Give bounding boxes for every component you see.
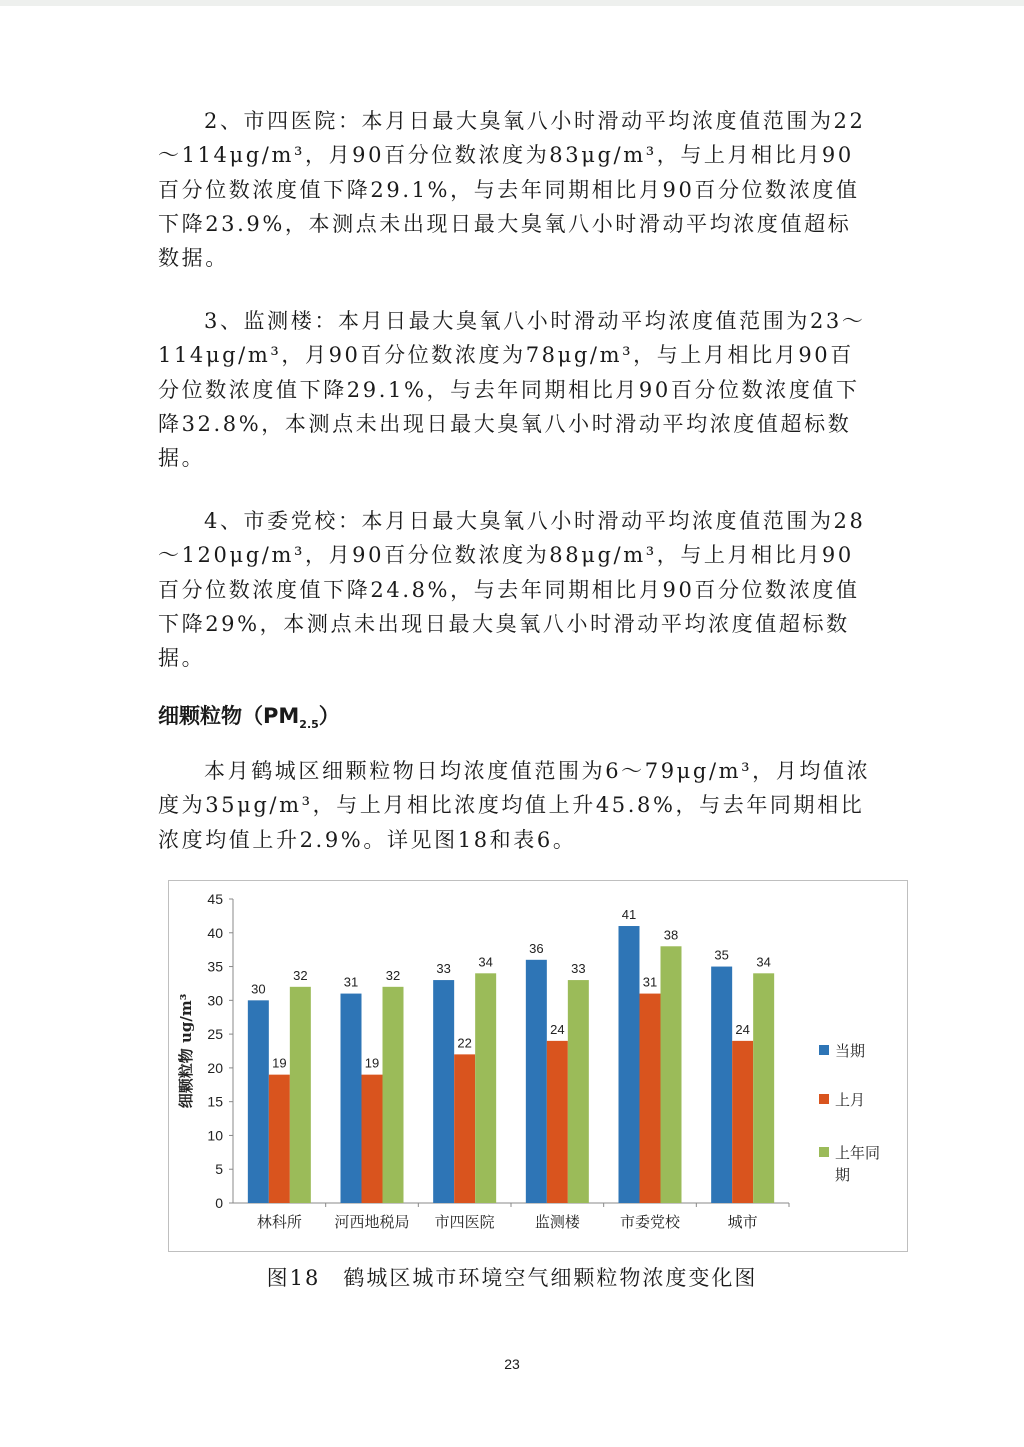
y-tick-label: 15 — [207, 1093, 223, 1110]
y-tick-label: 5 — [215, 1161, 223, 1178]
data-label: 22 — [457, 1035, 472, 1051]
heading-subscript: 2.5 — [299, 718, 319, 732]
bar-1-1 — [362, 1075, 383, 1203]
data-label: 31 — [642, 974, 658, 990]
data-label: 34 — [478, 954, 493, 970]
category-label: 城市 — [727, 1213, 758, 1231]
bar-1-3 — [547, 1041, 568, 1203]
legend-label: 上年同 — [835, 1144, 881, 1162]
data-label: 33 — [571, 961, 586, 977]
y-tick-label: 20 — [207, 1059, 223, 1076]
bar-1-0 — [269, 1075, 290, 1203]
scan-edge — [0, 0, 1024, 6]
heading-close: ） — [318, 704, 340, 728]
data-label: 34 — [756, 954, 771, 970]
heading-main: 细颗粒物（PM — [158, 704, 300, 728]
data-label: 31 — [343, 974, 359, 990]
data-label: 24 — [735, 1021, 750, 1037]
bar-2-2 — [475, 973, 496, 1203]
bar-0-2 — [433, 980, 454, 1203]
paragraph-hospital: 2、市四医院：本月日最大臭氧八小时滑动平均浓度值范围为22～114μg/m³，月90百分位数浓度为83μg/m³，与上月相比月90百分位数浓度值下降29.1%，与去年同期相比月90百分位数浓度值下降23.9%，本测点未出现日最大臭氧八小时滑动平均浓度值超标数据。 — [158, 109, 866, 271]
y-tick-label: 45 — [207, 891, 223, 907]
category-label: 林科所 — [256, 1213, 302, 1231]
bar-0-5 — [711, 967, 732, 1203]
bar-0-3 — [526, 960, 547, 1203]
bar-2-1 — [383, 987, 404, 1203]
bar-1-5 — [732, 1041, 753, 1203]
data-label: 19 — [364, 1055, 380, 1071]
bar-0-1 — [341, 994, 362, 1203]
y-tick-label: 10 — [207, 1127, 223, 1144]
bar-2-5 — [753, 973, 774, 1203]
legend-swatch — [819, 1045, 829, 1055]
data-label: 32 — [385, 967, 401, 983]
legend-swatch — [819, 1094, 829, 1104]
bar-2-0 — [290, 987, 311, 1203]
category-label: 市委党校 — [619, 1213, 681, 1231]
section-heading-pm25 — [158, 700, 340, 731]
paragraph-monitoring-building: 3、监测楼：本月日最大臭氧八小时滑动平均浓度值范围为23～114μg/m³，月90百分位数浓度为78μg/m³，与上月相比月90百分位数浓度值下降29.1%，与去年同期相比月90百分位数浓度值下降32.8%，本测点未出现日最大臭氧八小时滑动平均浓度值超标数据。 — [158, 309, 866, 471]
bar-0-0 — [248, 1000, 269, 1203]
y-tick-label: 40 — [207, 924, 223, 941]
data-label: 19 — [272, 1055, 287, 1071]
y-tick-label: 30 — [207, 992, 223, 1009]
y-tick-label: 25 — [207, 1026, 223, 1043]
paragraph-pm25-summary: 本月鹤城区细颗粒物日均浓度值范围为6～79μg/m³，月均值浓度为35μg/m³，与上月相比浓度均值上升45.8%，与去年同期相比浓度均值上升2.9%。详见图18和表6。 — [158, 759, 871, 852]
bar-1-4 — [640, 994, 661, 1203]
category-label: 监测楼 — [534, 1213, 580, 1231]
page-number: 23 — [504, 1356, 520, 1372]
y-tick-label: 0 — [215, 1195, 223, 1211]
category-label: 市四医院 — [434, 1213, 495, 1231]
legend-swatch — [819, 1147, 829, 1157]
y-tick-label: 35 — [207, 958, 223, 975]
legend-label-wrap: 期 — [835, 1166, 851, 1184]
legend-label: 当期 — [835, 1042, 866, 1060]
category-label: 河西地税局 — [334, 1213, 410, 1231]
data-label: 36 — [529, 940, 544, 956]
figure-caption: 图18 鹤城区城市环境空气细颗粒物浓度变化图 — [266, 1266, 758, 1290]
data-label: 41 — [621, 907, 637, 923]
bar-chart — [168, 880, 908, 1252]
y-axis-label: 细颗粒物 ug/m³ — [177, 993, 195, 1109]
bar-2-3 — [568, 980, 589, 1203]
data-label: 32 — [293, 967, 308, 983]
bar-0-4 — [619, 926, 640, 1203]
data-label: 30 — [251, 981, 266, 997]
data-label: 33 — [436, 961, 451, 977]
data-label: 24 — [550, 1021, 565, 1037]
data-label: 38 — [663, 927, 679, 943]
data-label: 35 — [714, 947, 729, 963]
legend-label: 上月 — [835, 1091, 866, 1109]
bar-2-4 — [661, 946, 682, 1203]
bar-1-2 — [454, 1054, 475, 1203]
paragraph-party-school: 4、市委党校：本月日最大臭氧八小时滑动平均浓度值范围为28～120μg/m³，月90百分位数浓度为88μg/m³，与上月相比月90百分位数浓度值下降24.8%，与去年同期相比月90百分位数浓度值下降29%，本测点未出现日最大臭氧八小时滑动平均浓度值超标数据。 — [158, 509, 866, 671]
chart-canvas — [169, 881, 907, 1251]
